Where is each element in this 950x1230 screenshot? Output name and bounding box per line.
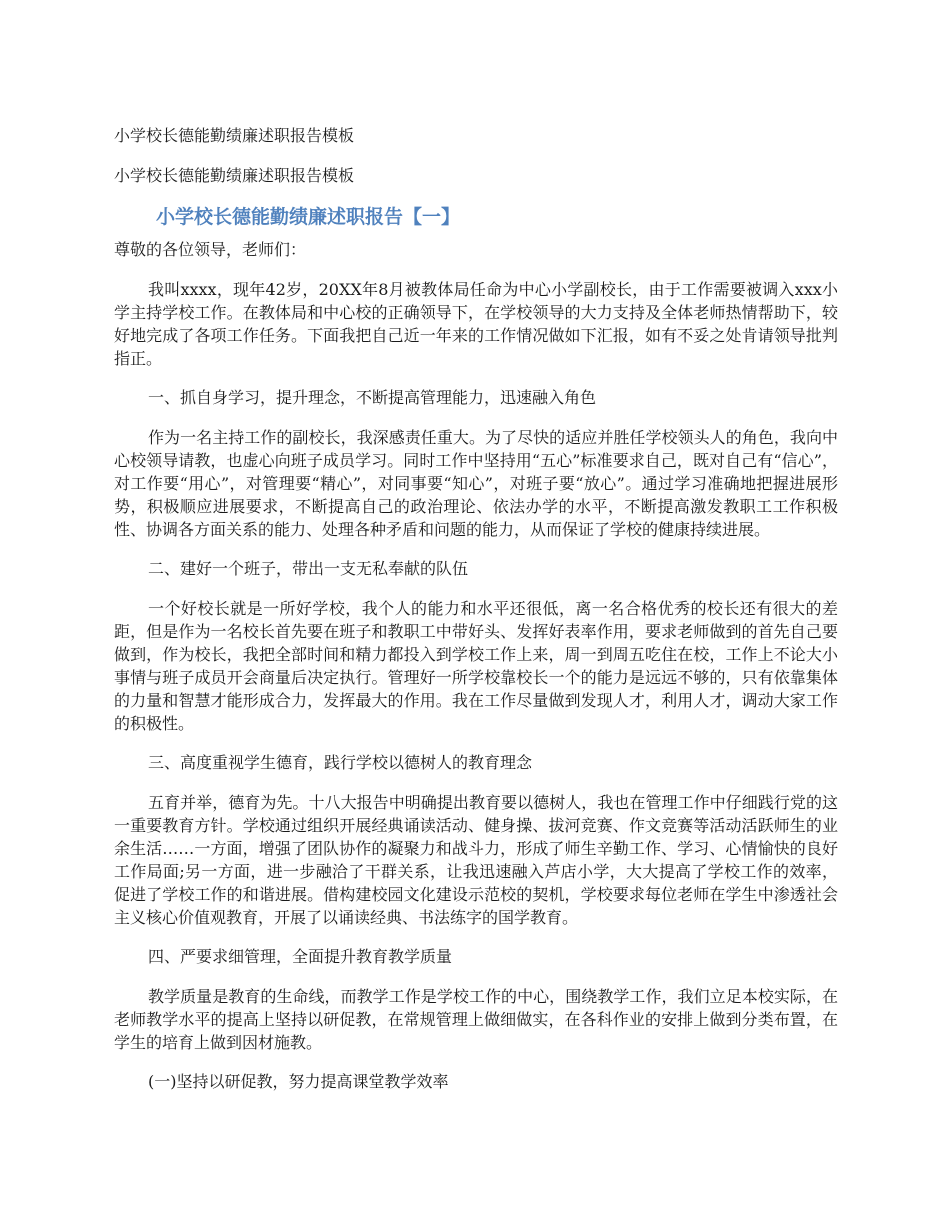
paragraph-section-4: 教学质量是教育的生命线，而教学工作是学校工作的中心，围绕教学工作，我们立足本校实际，在老师教学水平的提高上坚持以研促教，在常规管理上做细做实，在各科作业的安排上做到分类布置，在学生的培育上做到因材施教。 [114, 987, 838, 1052]
section-heading-1: 一、抓自身学习，提升理念，不断提高管理能力，迅速融入角色 [148, 388, 597, 407]
section-heading-2: 二、建好一个班子，带出一支无私奉献的队伍 [148, 559, 469, 578]
document-title-line-2: 小学校长德能勤绩廉述职报告模板 [114, 166, 355, 185]
subsection-heading-1: (一)坚持以研促教，努力提高课堂教学效率 [148, 1072, 449, 1091]
section-heading-3: 三、高度重视学生德育，践行学校以德树人的教育理念 [148, 753, 533, 772]
paragraph-intro: 我叫xxxx，现年42岁，20XX年8月被教体局任命为中心小学副校长，由于工作需要被调入xxx小学主持学校工作。在教体局和中心校的正确领导下，在学校领导的大力支持及全体老师热情帮助下，较好地完成了各项工作任务。下面我把自己近一年来的工作情况做如下汇报，如有不妥之处肯请领导批判指正。 [114, 280, 838, 368]
salutation: 尊敬的各位领导，老师们： [114, 240, 307, 259]
paragraph-section-1: 作为一名主持工作的副校长，我深感责任重大。为了尽快的适应并胜任学校领头人的角色，我向中心校领导请教，也虚心向班子成员学习。同时工作中坚持用“五心”标准要求自己，既对自己有“信心”，对工作要“用心”，对管理要“精心”，对同事要“知心”，对班子要“放心”。通过学习准确地把握进展形势，积极顺应进展要求，不断提高自己的政治理论、依法办学的水平，不断提高激发教职工工作积极性、协调各方面关系的能力、处理各种矛盾和问题的能力，从而保证了学校的健康持续进展。 [114, 428, 838, 539]
report-heading: 小学校长德能勤绩廉述职报告【一】 [156, 206, 461, 228]
paragraph-section-2: 一个好校长就是一所好学校，我个人的能力和水平还很低，离一名合格优秀的校长还有很大的差距，但是作为一名校长首先要在班子和教职工中带好头、发挥好表率作用，要求老师做到的首先自己要做到，作为校长，我把全部时间和精力都投入到学校工作上来，周一到周五吃住在校，工作上不论大小事情与班子成员开会商量后决定执行。管理好一所学校靠校长一个的能力是远远不够的，只有依靠集体的力量和智慧才能形成合力，发挥最大的作用。我在工作尽量做到发现人才，利用人才，调动大家工作的积极性。 [114, 599, 838, 733]
paragraph-section-3: 五育并举，德育为先。十八大报告中明确提出教育要以德树人，我也在管理工作中仔细践行党的这一重要教育方针。学校通过组织开展经典诵读活动、健身操、拔河竞赛、作文竞赛等活动活跃师生的业余生活……一方面，增强了团队协作的凝聚力和战斗力，形成了师生辛勤工作、学习、心情愉快的良好工作局面;另一方面，进一步融洽了干群关系，让我迅速融入芦店小学，大大提高了学校工作的效率，促进了学校工作的和谐进展。借构建校园文化建设示范校的契机，学校要求每位老师在学生中渗透社会主义核心价值观教育，开展了以诵读经典、书法练字的国学教育。 [114, 793, 838, 927]
document-title-line-1: 小学校长德能勤绩廉述职报告模板 [114, 126, 355, 145]
section-heading-4: 四、严要求细管理，全面提升教育教学质量 [148, 947, 453, 966]
